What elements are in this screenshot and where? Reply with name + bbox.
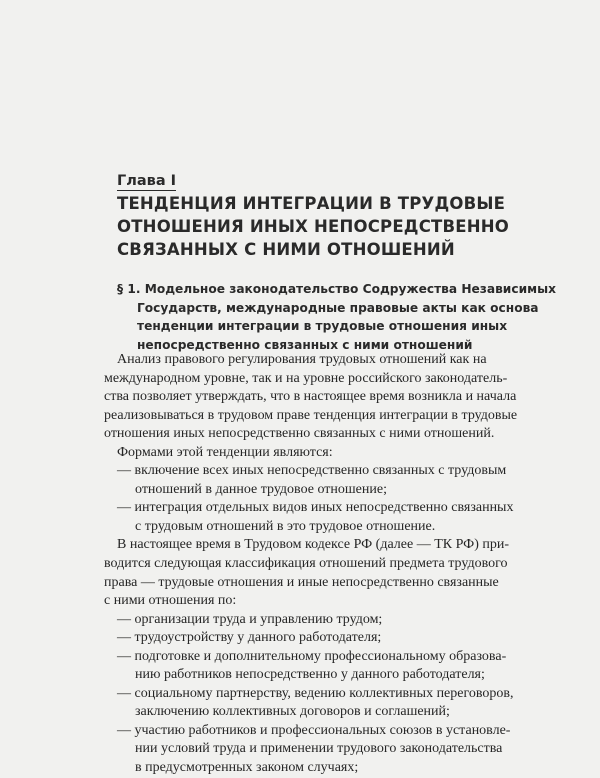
- paragraph-line: с ними отношения по:: [104, 593, 237, 609]
- chapter-title-line: СВЯЗАННЫХ С НИМИ ОТНОШЕНИЙ: [117, 240, 455, 259]
- list-item-line: — подготовке и дополнительному профессиональному образова-: [117, 648, 507, 664]
- chapter-label: Глава I: [117, 173, 177, 189]
- list-item-line: — социальному партнерству, ведению коллективных переговоров,: [117, 685, 514, 701]
- paragraph-line: отношения иных непосредственно связанных с ними отношений.: [104, 426, 495, 442]
- list-item-line: заключению коллективных договоров и соглашений;: [135, 704, 450, 720]
- list-item-line: с трудовым отношений в это трудовое отношение.: [135, 518, 436, 534]
- list-item-line: нии условий труда и применении трудового законодательства: [135, 741, 503, 757]
- section-heading-line: § 1. Модельное законодательство Содружества Независимых: [117, 282, 556, 296]
- chapter-title-line: ТЕНДЕНЦИЯ ИНТЕГРАЦИИ В ТРУДОВЫЕ: [117, 194, 506, 213]
- list-item-line: — организации труда и управлению трудом;: [117, 611, 383, 627]
- list-item-line: — интеграция отдельных видов иных непосредственно связанных: [117, 500, 514, 516]
- section-heading-line: Государств, международные правовые акты как основа: [137, 300, 539, 315]
- section-heading-line: непосредственно связанных с ними отношений: [137, 337, 473, 352]
- paragraph-line: ства позволяет утверждать, что в настоящее время возникла и начала: [104, 389, 517, 405]
- body-text: [104, 351, 559, 778]
- section-heading-line: тенденции интеграции в трудовые отношения иных: [137, 319, 508, 333]
- chapter-title: [117, 192, 557, 261]
- paragraph-line: международном уровне, так и на уровне российского законодатель-: [104, 370, 508, 386]
- paragraph-line: реализовываться в трудовом праве тенденция интеграции в трудовые: [104, 407, 518, 423]
- paragraph-line: Формами этой тенденции являются:: [117, 444, 333, 460]
- list-item-line: отношений в данное трудовое отношение;: [135, 481, 387, 497]
- paragraph-line: водится следующая классификация отношений предмета трудового: [104, 556, 508, 572]
- paragraph-line: В настоящее время в Трудовом кодексе РФ (далее — ТК РФ) при-: [117, 537, 510, 553]
- list-item-line: в предусмотренных законом случаях;: [135, 760, 359, 776]
- list-item-line: нию работников непосредственно у данного работодателя;: [135, 667, 485, 683]
- list-item-line: — участию работников и профессиональных союзов в установле-: [117, 722, 511, 738]
- chapter-title-line: ОТНОШЕНИЯ ИНЫХ НЕПОСРЕДСТВЕННО: [117, 217, 509, 236]
- paragraph-line: права — трудовые отношения и иные непосредственно связанные: [104, 574, 499, 590]
- list-item-line: — трудоустройству у данного работодателя;: [117, 630, 382, 646]
- paragraph-line: Анализ правового регулирования трудовых отношений как на: [117, 352, 487, 367]
- section-heading: [117, 280, 557, 354]
- list-item-line: — включение всех иных непосредственно связанных с трудовым: [117, 463, 507, 479]
